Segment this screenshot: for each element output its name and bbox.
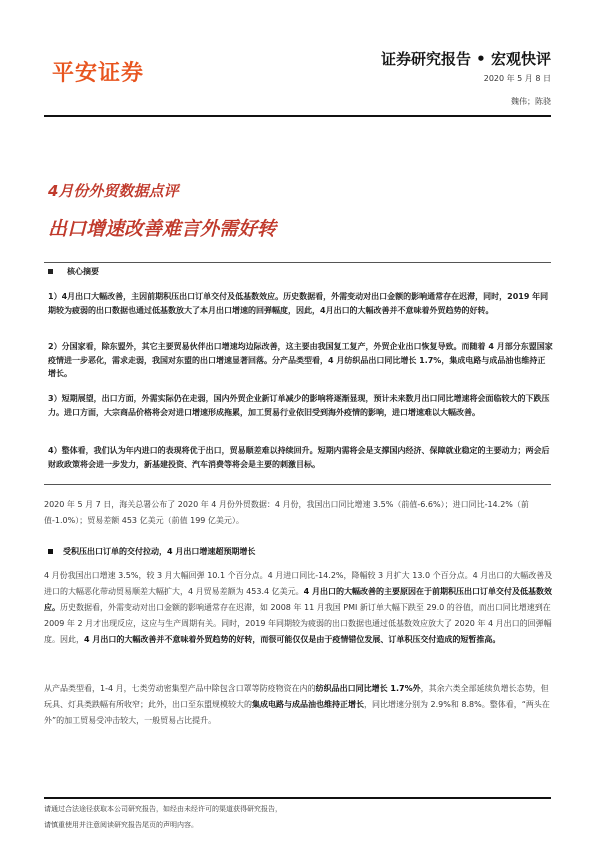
body-paragraph-2-b: 4 月出口的大幅改善的主要原因在于前期积压出口订单交付及低基数效应。 — [44, 587, 552, 612]
summary-point-1: 1）4月出口大幅改善，主因前期积压出口订单交付及低基数效应。历史数据看，外需变动对出口金额的影响通常存在迟滞，同时，2019 年同期较为疲弱的出口数据也通过低基数放大了本月出口增速的回弹幅度，因此，4月出口的大幅改善并不意味着外贸趋势的好转。 — [48, 292, 549, 315]
bullet-square-icon — [48, 269, 53, 274]
body-paragraph-3 — [44, 681, 555, 729]
body-paragraph-3-b: 纺织品出口同比增长 1.7%外 — [315, 684, 421, 693]
body-paragraph-3-a: 从产品类型看，1-4 月，七类劳动密集型产品中除包含口罩等防疫物资在内的 — [44, 684, 316, 693]
footer-divider — [44, 797, 551, 799]
summary-point-2: 2）分国家看，除东盟外，其它主要贸易伙伴出口增速均边际改善，这主要由我国复工复产，外贸企业出口恢复导致。而随着 4 月部分东盟国家疫情进一步恶化，需求走弱，我国对东盟的出口增速显著回落。分产品类型看，4 月纺织品出口同比增长 1.7%，集成电路与成品油也维持正增长。 — [48, 342, 553, 378]
header-divider — [44, 115, 551, 117]
summary-bottom-divider — [44, 484, 551, 485]
body-paragraph-2-c: 历史数据看，外需变动对出口金额的影响通常存在迟滞，如 2008 年 11 月我国 PMI 新订单大幅下跌至 29.0 的谷值，而出口同比增速到在 2009 年 2 月才出现反应，这应与生产周期有关。同时，2019 年同期较为疲弱的出口数据也通过低基数效应放大了 2020 年 4 月出口的回弹幅度。因此， — [44, 603, 552, 644]
body-paragraph-3-c: ，其余六类全部延续负增长态势，但玩具、灯具类跌幅有所收窄；此外，出口至东盟规模较大的 — [44, 684, 549, 709]
report-date: 2020 年 5 月 8 日 — [483, 74, 551, 83]
body-paragraph-2-d: 4 月出口的大幅改善并不意味着外贸趋势的好转，而很可能仅仅是由于疫情错位发展、订单积压交付造成的短暂推高。 — [84, 635, 501, 644]
bullet-square-icon — [48, 549, 53, 554]
body-paragraph-1: 2020 年 5 月 7 日，海关总署公布了 2020 年 4 月份外贸数据：4 月份，我国出口同比增速 3.5%（前值-6.6%）；进口同比-14.2%（前值-1.0%）；贸易差额 453 亿美元（前值 199 亿美元）。 — [44, 500, 529, 525]
body-paragraph-3-e: ，同比增速分别为 2.9%和 8.8%。整体看，“两头在外”的加工贸易受冲击较大，一般贸易占比提升。 — [44, 700, 550, 725]
summary-point-4: 4）整体看，我们认为年内进口的表现将优于出口，贸易顺差难以持续回升。短期内需将会是支撑国内经济、保障就业稳定的主要动力；两会后财政政策将会进一步发力，新基建投资、汽车消费等将会是主要的刺激目标。 — [48, 446, 550, 469]
summary-top-divider — [44, 262, 551, 263]
report-subtitle: 出口增速改善难言外需好转 — [48, 218, 277, 240]
report-type: 证券研究报告 • 宏观快评 — [380, 50, 551, 68]
body-paragraph-2 — [44, 568, 555, 648]
company-logo: 平安证券 — [52, 61, 145, 86]
report-authors: 魏伟；陈骁 — [511, 97, 551, 106]
body-paragraph-2-a: 4 月份我国出口增速 3.5%，较 3 月大幅回弹 10.1 个百分点。4 月进口同比-14.2%，降幅较 3 月扩大 13.0 个百分点。4 月出口的大幅改善及进口的大幅恶化带动贸易顺差大幅扩大，4 月贸易差额为 453.4 亿美元。 — [44, 571, 553, 596]
summary-heading-label: 核心摘要 — [67, 267, 99, 276]
body-paragraph-3-d: 集成电路与成品油也维持正增长 — [252, 700, 364, 709]
section-heading — [48, 546, 255, 557]
summary-heading — [48, 266, 99, 277]
report-title: 4月份外贸数据点评 — [48, 182, 179, 200]
footer-notice-1: 请通过合法途径获取本公司研究报告，如经由未经许可的渠道获得研究报告， — [44, 805, 282, 813]
section-heading-label: 受积压出口订单的交付拉动，4 月出口增速超预期增长 — [63, 547, 256, 556]
footer-notice-2: 请慎重使用并注意阅读研究报告尾页的声明内容。 — [44, 821, 198, 829]
summary-point-3: 3）短期展望，出口方面，外需实际仍在走弱，国内外贸企业新订单减少的影响将逐渐显现，预计未来数月出口同比增速将会面临较大的下跌压力。进口方面，大宗商品价格将会对进口增速形成拖累，加工贸易行业依旧受到海外疫情的影响，进口增速难以大幅改善。 — [48, 394, 550, 417]
